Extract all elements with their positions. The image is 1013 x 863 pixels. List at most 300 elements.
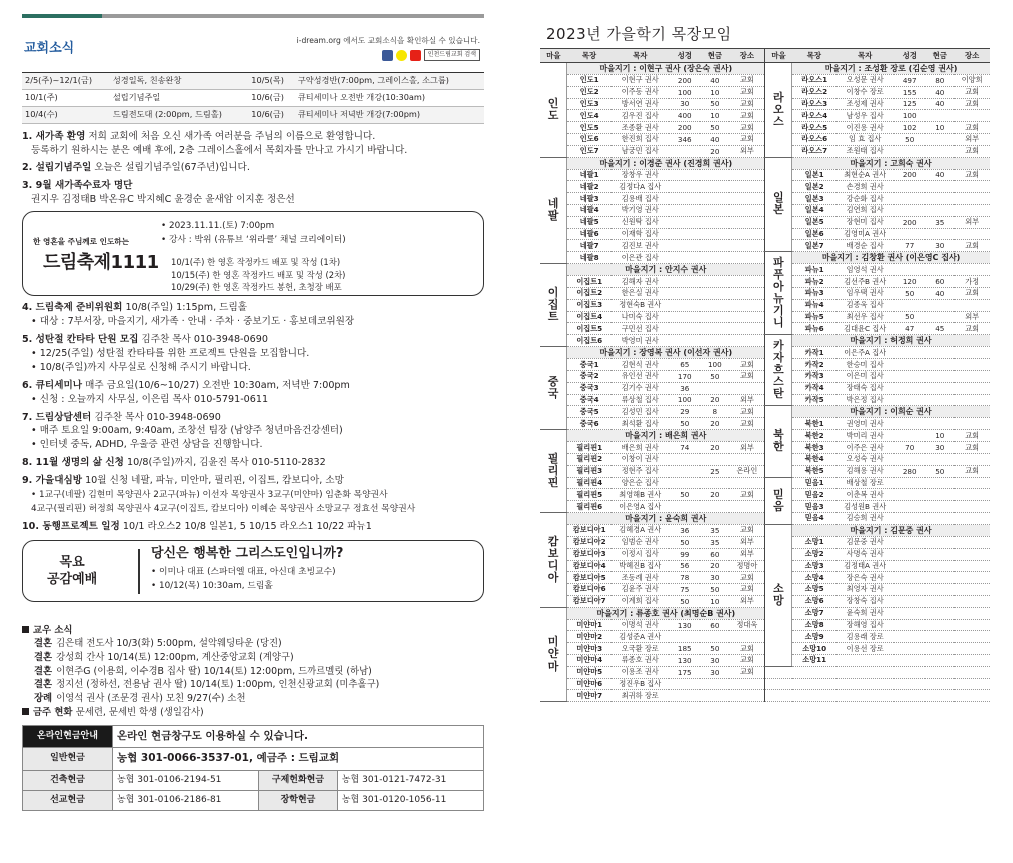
leader-name: 정현숙B 권사 [611, 299, 669, 311]
notice-7 [22, 411, 484, 453]
location: 교회 [729, 655, 765, 667]
region-name: 북 한 [765, 406, 792, 477]
schedule-row [22, 106, 484, 123]
offering: 20 [700, 560, 729, 572]
leader-name: 조종환 권사 [611, 122, 669, 134]
village-leader: 마을지기 : 이경준 권사 (진경희 권사) [567, 157, 765, 169]
bible-count: 200 [894, 216, 925, 228]
offering: 30 [700, 655, 729, 667]
village-leader: 마을지기 : 김문중 권사 [792, 524, 990, 536]
group-name: 미얀마7 [567, 690, 612, 702]
group-row [540, 406, 990, 418]
village-leader: 마을지기 : 윤숙희 권사 [567, 512, 765, 524]
group-name: 파뉴2 [792, 276, 837, 288]
bible-count [669, 631, 700, 643]
leader-name: 권영미 권사 [836, 418, 894, 430]
offering: 10 [925, 122, 954, 134]
donation-account: 농협 301-0066-3537-01, 예금주 : 드림교회 [112, 748, 483, 770]
bible-count: 30 [669, 98, 700, 110]
location: 교회 [729, 418, 765, 430]
offering: 100 [700, 359, 729, 371]
news-type: 장례 [34, 692, 53, 704]
group-name: 믿음4 [792, 512, 837, 524]
leader-name: 김우진 집사 [611, 110, 669, 122]
donation-account: 농협 301-0106-2194-51 [112, 770, 258, 790]
bible-count: 497 [894, 75, 925, 87]
section-title: 교회소식 [24, 41, 75, 56]
bible-count [894, 536, 925, 548]
offering [700, 382, 729, 394]
region-name: 소 망 [765, 524, 792, 666]
bible-count: 200 [669, 122, 700, 134]
leader-name: 최석환 집사 [611, 418, 669, 430]
group-name: 믿음3 [792, 501, 837, 513]
group-row [540, 252, 990, 264]
offering [925, 501, 954, 513]
leader-name: 조성제 권사 [836, 98, 894, 110]
leader-name: 김정태A 권사 [836, 560, 894, 572]
offering [700, 501, 729, 513]
group-name: 소망11 [792, 655, 837, 667]
location: 온라인 [729, 465, 765, 477]
leader-name: 박은정 집사 [836, 394, 894, 406]
offering [700, 240, 729, 252]
notice-text: 매주 금요일(10/6~10/27) 오전반 10:30am, 저녁반 7:00pm [85, 379, 350, 391]
empty-cell [792, 678, 837, 690]
leader-name: 이춘복 권사 [836, 489, 894, 501]
group-name: 중국5 [567, 406, 612, 418]
leader-name: 김진보 권사 [611, 240, 669, 252]
leader-name: 이은관 집사 [611, 252, 669, 264]
group-name: 필리핀3 [567, 465, 612, 477]
location: 교회 [729, 86, 765, 98]
news-header [22, 18, 484, 56]
facebook-icon[interactable] [382, 50, 393, 61]
festival-info [161, 220, 346, 247]
offering [925, 193, 954, 205]
leader-name: 이주동 권사 [611, 86, 669, 98]
group-name: 소망10 [792, 643, 837, 655]
offering [925, 607, 954, 619]
group-name: 인도4 [567, 110, 612, 122]
location: 교회 [729, 370, 765, 382]
donation-header: 온라인현금안내 [23, 726, 113, 748]
bible-count [669, 477, 700, 489]
location: 교회 [729, 133, 765, 145]
notice-text: • 대상 : 7부서장, 마을지기, 새가족 · 안내 · 주차 · 중보기도 · 홍보데코위원장 [31, 316, 355, 328]
location [954, 110, 990, 122]
leader-name: 장태숙 집사 [836, 382, 894, 394]
offering: 30 [925, 240, 954, 252]
bible-count [894, 477, 925, 489]
group-name: 소망2 [792, 548, 837, 560]
leader-name: 이정시 집사 [611, 548, 669, 560]
notice-text: 10/8(주일)까지, 김윤진 목사 010-5110-2832 [126, 457, 326, 469]
offering [700, 477, 729, 489]
offering [925, 264, 954, 276]
empty-cell [836, 678, 894, 690]
group-name: 인도5 [567, 122, 612, 134]
leader-name: 류종호 권사 [611, 655, 669, 667]
leader-name: 구민선 집사 [611, 323, 669, 335]
offering [925, 453, 954, 465]
news-type: 결혼 [34, 679, 53, 691]
notice-title: 5. 성탄절 칸타타 단원 모집 [22, 334, 139, 346]
group-name: 중국4 [567, 394, 612, 406]
offering [925, 110, 954, 122]
bible-count [894, 204, 925, 216]
offering: 25 [700, 465, 729, 477]
bible-count: 50 [669, 536, 700, 548]
location [954, 394, 990, 406]
bible-count: 29 [669, 406, 700, 418]
village-leader: 마을지기 : 조성환 장로 (김순영 권사) [792, 63, 990, 75]
location: 교회 [729, 122, 765, 134]
location: 외부 [954, 216, 990, 228]
leader-name: 이계희 집사 [611, 595, 669, 607]
location [729, 276, 765, 288]
group-name: 필리핀1 [567, 442, 612, 454]
leader-name: 김선주B 권사 [836, 276, 894, 288]
column-header: 목자 [836, 49, 894, 63]
bible-count: 185 [669, 643, 700, 655]
village-leader: 마을지기 : 배은희 권사 [567, 430, 765, 442]
location [954, 359, 990, 371]
divider [138, 549, 140, 594]
schedule-date: 10/4(수) [22, 106, 110, 123]
offering: 30 [700, 666, 729, 678]
leader-name: 이은주A 집사 [836, 347, 894, 359]
festival-label: 한 영혼을 주님께로 인도하는 [33, 237, 129, 247]
notice-list [22, 130, 484, 602]
location [954, 595, 990, 607]
notice-text: 김주찬 목사 010-3948-0690 [141, 334, 268, 346]
flower-text: 문세련, 문세빈 학생 (생일감사) [75, 706, 204, 718]
offering: 10 [700, 595, 729, 607]
bible-count [669, 335, 700, 347]
location: 교회 [729, 406, 765, 418]
leader-name: 김성민 집사 [611, 406, 669, 418]
bible-count [894, 394, 925, 406]
member-news-heading: 교우 소식 [33, 624, 73, 636]
group-name: 일본7 [792, 240, 837, 252]
location [954, 643, 990, 655]
notice-1 [22, 130, 484, 158]
empty-cell [836, 690, 894, 702]
schedule-date: 10/1(주) [22, 89, 110, 106]
group-row [540, 63, 990, 75]
region-name: 미 얀 마 [540, 607, 567, 702]
leader-name: 배은희 권사 [611, 442, 669, 454]
group-name: 카작3 [792, 370, 837, 382]
youtube-icon[interactable] [410, 50, 421, 61]
schedule-date: 10/5(목) [248, 73, 295, 90]
leader-name: 오국환 장로 [611, 643, 669, 655]
bible-count: 56 [669, 560, 700, 572]
group-name: 캄보디아7 [567, 595, 612, 607]
location [954, 181, 990, 193]
leader-name: 임영석 권사 [836, 264, 894, 276]
leader-name: 김용래 장로 [836, 631, 894, 643]
group-name: 카작2 [792, 359, 837, 371]
bible-count [669, 193, 700, 205]
bible-count [894, 643, 925, 655]
offering [700, 311, 729, 323]
group-name: 소망9 [792, 631, 837, 643]
offering [700, 678, 729, 690]
group-row [540, 690, 990, 702]
location: 교회 [729, 359, 765, 371]
bible-count [894, 655, 925, 667]
group-name: 네팔7 [567, 240, 612, 252]
offering: 40 [700, 133, 729, 145]
schedule-event: 설립기념주일 [110, 89, 248, 106]
news-item [22, 651, 484, 665]
location: 외부 [729, 442, 765, 454]
offering [925, 655, 954, 667]
leader-name: 배상철 장로 [836, 477, 894, 489]
search-badge[interactable]: 인천드림교회 검색 [424, 49, 480, 61]
bible-count: 50 [894, 311, 925, 323]
bible-count: 120 [894, 276, 925, 288]
offering: 20 [700, 145, 729, 157]
group-name: 카작5 [792, 394, 837, 406]
group-name: 이집트4 [567, 311, 612, 323]
location [729, 311, 765, 323]
bible-count: 100 [669, 394, 700, 406]
location [729, 216, 765, 228]
news-text: 강성희 간사 10/14(토) 12:00pm, 계산중앙교회 (계양구) [56, 652, 294, 664]
location [729, 382, 765, 394]
bible-count [894, 584, 925, 596]
village-leader: 마을지기 : 김창환 권사 (이은영C 집사) [792, 252, 990, 264]
leader-name: 신원탁 집사 [611, 216, 669, 228]
group-row [540, 157, 990, 169]
location: 교회 [729, 110, 765, 122]
region-name: 인 도 [540, 63, 567, 158]
bible-count [894, 607, 925, 619]
location: 교회 [729, 98, 765, 110]
notice-title: 1. 새가족 환영 [22, 130, 86, 142]
bible-count [894, 228, 925, 240]
leader-name: 김종욱 집사 [836, 299, 894, 311]
notice-text: 저희 교회에 처음 오신 새가족 여러분을 주님의 이름으로 환영합니다. [88, 130, 376, 142]
bible-count [669, 204, 700, 216]
location: 가정 [954, 276, 990, 288]
group-row [540, 524, 990, 536]
group-name: 이집트2 [567, 287, 612, 299]
flower-heading: 금주 현화 [33, 706, 73, 718]
notice-9 [22, 474, 484, 516]
schedule-date: 10/6(금) [248, 106, 295, 123]
bible-count [894, 548, 925, 560]
cell-group-grid [540, 48, 990, 702]
offering [700, 252, 729, 264]
news-type: 결혼 [34, 665, 53, 677]
group-row [540, 335, 990, 347]
leader-name: 강순화 집사 [836, 193, 894, 205]
group-name: 이집트5 [567, 323, 612, 335]
offering [700, 216, 729, 228]
location [729, 240, 765, 252]
location [954, 418, 990, 430]
news-type: 결혼 [34, 652, 53, 664]
region-name: 라 오 스 [765, 63, 792, 158]
group-name: 북한2 [792, 430, 837, 442]
notice-title: 10. 동행프로젝트 일정 [22, 520, 120, 532]
location [954, 228, 990, 240]
group-name: 캄보디아6 [567, 584, 612, 596]
news-item [22, 692, 484, 706]
bible-count: 130 [669, 655, 700, 667]
offering: 35 [925, 216, 954, 228]
village-leader: 마을지기 : 허정희 권사 [792, 335, 990, 347]
bible-count [669, 169, 700, 181]
worship-label [47, 555, 97, 589]
offering: 40 [925, 98, 954, 110]
group-name: 일본5 [792, 216, 837, 228]
leader-name: 정진우B 집사 [611, 678, 669, 690]
offering: 10 [700, 110, 729, 122]
leader-name: 양은순 집사 [611, 477, 669, 489]
group-name: 캄보디아5 [567, 572, 612, 584]
column-header: 마을 [765, 49, 792, 63]
bible-count: 50 [669, 595, 700, 607]
bible-count [669, 501, 700, 513]
bible-count [894, 595, 925, 607]
worship-speaker: • 이미나 대표 (스파더엘 대표, 아신대 초빙교수) [151, 566, 336, 577]
bible-count: 36 [669, 524, 700, 536]
column-header: 현금 [700, 49, 729, 63]
group-name: 필리핀2 [567, 453, 612, 465]
offering: 60 [925, 276, 954, 288]
location [954, 370, 990, 382]
offering [925, 548, 954, 560]
bible-count [894, 489, 925, 501]
group-name: 이집트1 [567, 276, 612, 288]
column-header: 현금 [925, 49, 954, 63]
group-name: 일본4 [792, 204, 837, 216]
leader-name: 유인선 권사 [611, 370, 669, 382]
empty-cell [792, 666, 837, 678]
leader-name: 이은영A 집사 [611, 501, 669, 513]
group-name: 네팔5 [567, 216, 612, 228]
offering: 60 [700, 619, 729, 631]
notice-text: 등록하기 원하시는 분은 예배 후에, 2층 그레이스홀에서 목회자를 만나고 가시기 바랍니다. [31, 144, 408, 156]
leader-name: 김혜경A 권사 [611, 524, 669, 536]
group-name: 미얀마6 [567, 678, 612, 690]
leader-name: 장은숙 권사 [836, 572, 894, 584]
festival-step: 10/29(주) 한 영혼 작정카드 봉헌, 초청장 배포 [171, 282, 342, 293]
leader-name: 김연희 집사 [836, 204, 894, 216]
worship-heading: 당신은 행복한 그리스도인입니까? [151, 545, 344, 561]
group-name: 캄보디아2 [567, 536, 612, 548]
location [954, 453, 990, 465]
location [729, 169, 765, 181]
bible-count [894, 347, 925, 359]
leader-name: 남성우 집사 [836, 110, 894, 122]
notice-8 [22, 456, 484, 470]
group-row [540, 666, 990, 678]
offering: 35 [700, 524, 729, 536]
bible-count [669, 678, 700, 690]
column-header: 목자 [611, 49, 669, 63]
group-name: 인도7 [567, 145, 612, 157]
worship-time: • 10/12(목) 10:30am, 드림홀 [151, 580, 273, 591]
location [954, 264, 990, 276]
region-name: 일 본 [765, 157, 792, 252]
group-name: 인도6 [567, 133, 612, 145]
bible-count: 50 [894, 133, 925, 145]
notice-2 [22, 161, 484, 175]
group-name: 라오스4 [792, 110, 837, 122]
bible-count [669, 690, 700, 702]
social-icons [382, 49, 480, 61]
donation-type: 장학현금 [259, 790, 338, 810]
leader-name: 남궁민 집사 [611, 145, 669, 157]
schedule-row [22, 73, 484, 90]
leader-name: 장현미 집사 [836, 216, 894, 228]
location [729, 252, 765, 264]
location [954, 607, 990, 619]
notice-title: 2. 설립기념주일 [22, 162, 92, 174]
leader-name: 김용배 집사 [611, 193, 669, 205]
leader-name: 조동례 권사 [611, 572, 669, 584]
notice-text: • 1교구(네팔) 김현미 목양권사 2교구(파뉴) 이선자 목양권사 3교구(미얀마) 임춘화 목양권사 [31, 490, 388, 501]
offering [925, 572, 954, 584]
notice-text: 4교구(필리핀) 허정희 목양권사 4교구(이집트, 캄보디아) 이혜순 목양권사 소망교구 정효선 목양권사 [31, 503, 416, 514]
location [954, 631, 990, 643]
group-name: 네팔4 [567, 204, 612, 216]
bible-count: 155 [894, 86, 925, 98]
bible-count [894, 145, 925, 157]
news-type: 결혼 [34, 638, 53, 650]
location: 교회 [729, 75, 765, 87]
group-name: 소망5 [792, 584, 837, 596]
group-name: 중국3 [567, 382, 612, 394]
bible-count: 280 [894, 465, 925, 477]
leader-name: 박기영 권사 [611, 204, 669, 216]
empty-cell [954, 678, 990, 690]
leader-name: 배경순 집사 [836, 240, 894, 252]
donation-type: 일반현금 [23, 748, 113, 770]
leader-name: 방서연 권사 [611, 98, 669, 110]
group-name: 소망7 [792, 607, 837, 619]
leader-name: 오성숙 권사 [836, 453, 894, 465]
website-note: i-dream.org 에서도 교회소식을 확인하실 수 있습니다. [296, 36, 480, 45]
offering [700, 204, 729, 216]
empty-cell [894, 666, 925, 678]
leader-name: 정현주 집사 [611, 465, 669, 477]
leader-name: 한승미 집사 [836, 359, 894, 371]
leader-name: 최영자 권사 [836, 584, 894, 596]
bible-count [894, 382, 925, 394]
location: 외부 [954, 133, 990, 145]
empty-cell [765, 678, 792, 690]
column-header: 마을 [540, 49, 567, 63]
location: 교회 [729, 643, 765, 655]
kakaotalk-icon[interactable] [396, 50, 407, 61]
donation-account: 농협 301-0106-2186-81 [112, 790, 258, 810]
leader-name: 최현순A 권사 [836, 169, 894, 181]
bible-count: 99 [669, 548, 700, 560]
offering [700, 276, 729, 288]
location: 외부 [729, 595, 765, 607]
leader-name: 이현구 권사 [611, 75, 669, 87]
group-name: 일본1 [792, 169, 837, 181]
region-name: 필 리 핀 [540, 430, 567, 513]
leader-name: 이창수 장로 [836, 86, 894, 98]
